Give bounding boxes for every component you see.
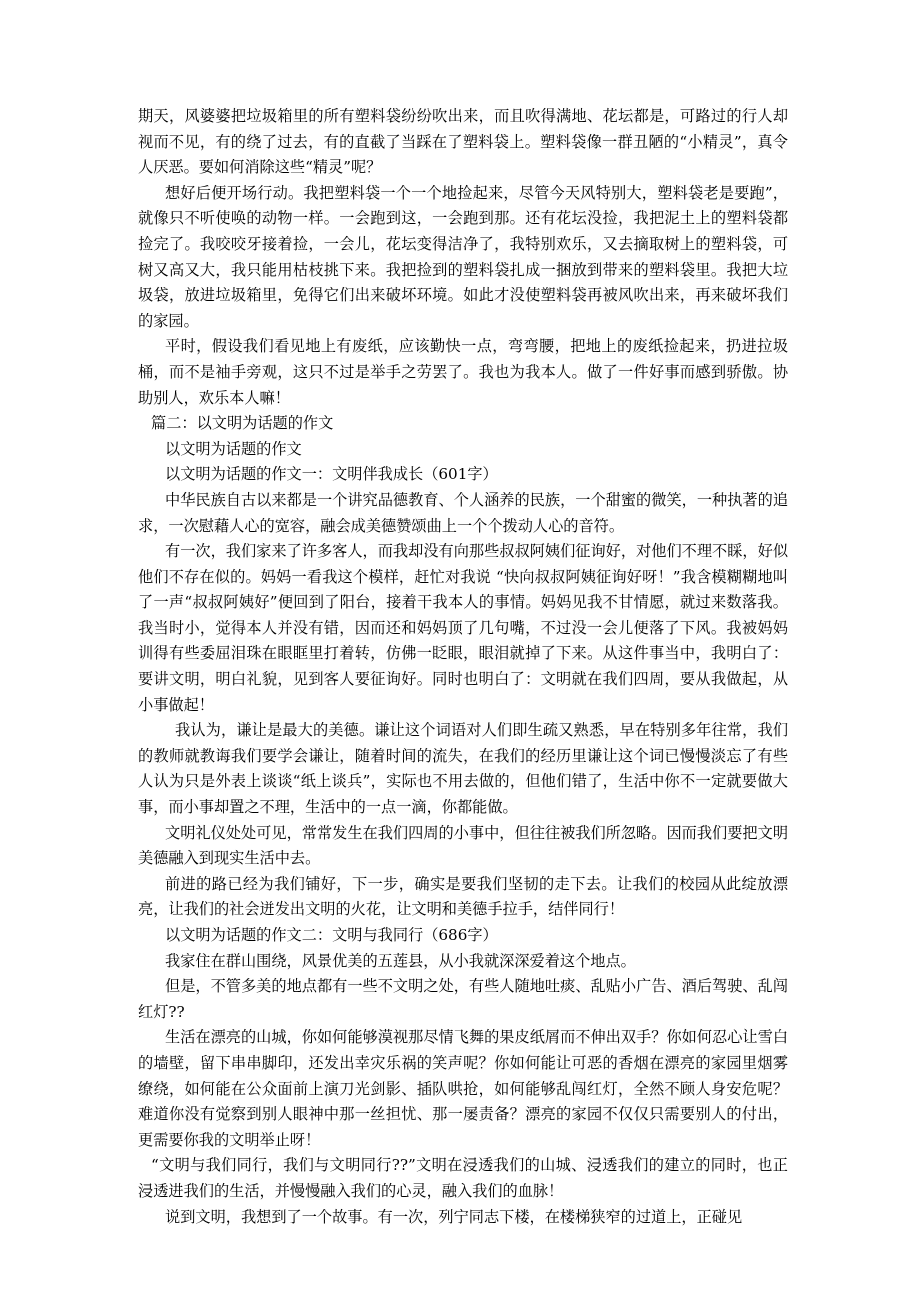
paragraph-17: 说到文明，我想到了一个故事。有一次，列宁同志下楼，在楼梯狭窄的过道上，正碰见 bbox=[165, 1207, 743, 1226]
paragraph-14: 但是，不管多美的地点都有一些不文明之处，有些人随地吐痰、乱贴小广告、酒后驾驶、乱闯红灯?? bbox=[138, 977, 788, 1021]
paragraph-8: 有一次，我们家来了许多客人，而我却没有向那些叔叔阿姨们征询好，对他们不理不睬，好似他们不存在似的。妈妈一看我这个模样，赶忙对我说 “快向叔叔阿姨征询好呀！”我含模糊糊地叫了一声“叔叔阿姨好”便回到了阳台，接着干我本人的事情。妈妈见我不甘情愿，就过来数落我。我当时小，觉得本人并没有错，因而还和妈妈顶了几句嘴，不过没一会儿便落了下风。我被妈妈训得有些委屈泪珠在眼眶里打着转，仿佛一眨眼，眼泪就掉了下来。从这件事当中，我明白了：要讲文明，明白礼貌，见到客人要征询好。同时也明白了：文明就在我们四周，要从我做起，从小事做起！ bbox=[138, 542, 788, 714]
essay-title: 以文明为话题的作文 bbox=[165, 439, 302, 458]
paragraph-2: 想好后便开场行动。我把塑料袋一个一个地捡起来，尽管今天风特别大，塑料袋老是要跑”，就像只不听使唤的动物一样。一会跑到这，一会跑到那。还有花坛没捡，我把泥土上的塑料袋都捡完了。我咬咬牙接着捡，一会儿，花坛变得洁净了，我特别欢乐，又去摘取树上的塑料袋，可树又高又大，我只能用枯枝挑下来。我把捡到的塑料袋扎成一捆放到带来的塑料袋里。我把大垃圾袋，放进垃圾箱里，免得它们出来破坏环境。如此才没使塑料袋再被风吹出来，再来破坏我们的家园。 bbox=[138, 183, 788, 330]
paragraph-13: 我家住在群山围绕，风景优美的五莲县，从小我就深深爱着这个地点。 bbox=[165, 951, 636, 970]
paragraph-11: 前进的路已经为我们铺好，下一步，确实是要我们坚韧的走下去。让我们的校园从此绽放漂亮，让我们的社会迸发出文明的火花，让文明和美德手拉手，结伴同行！ bbox=[138, 874, 788, 919]
paragraph-7: 中华民族自古以来都是一个讲究品德教育、个人涵养的民族，一个甜蜜的微笑，一种执著的追求，一次慰藉人心的宽容，融会成美德赞颂曲上一个个拨动人心的音符。 bbox=[138, 490, 788, 535]
document-body bbox=[138, 104, 788, 1230]
essay-two-title: 以文明为话题的作文二：文明与我同行（686字） bbox=[165, 926, 498, 944]
paragraph-9: 我认为，谦让是最大的美德。谦让这个词语对人们即生疏又熟悉，早在特别多年往常，我们的教师就教诲我们要学会谦让，随着时间的流失，在我们的经历里谦让这个词已慢慢淡忘了有些人认为只是外表上谈谈“纸上谈兵”，实际也不用去做的，但他们错了，生活中你不一定就要做大事，而小事却置之不理，生活中的一点一滴，你都能做。 bbox=[138, 721, 788, 817]
paragraph-3: 平时，假设我们看见地上有废纸，应该勤快一点，弯弯腰，把地上的废纸捡起来，扔进拉圾桶，而不是袖手旁观，这只不过是举手之劳罢了。我也为我本人。做了一件好事而感到骄傲。协助别人，欢乐本人嘛！ bbox=[138, 337, 788, 407]
paragraph-1: 期天，风婆婆把垃圾箱里的所有塑料袋纷纷吹出来，而且吹得满地、花坛都是，可路过的行人却视而不见，有的绕了过去，有的直截了当踩在了塑料袋上。塑料袋像一群丑陋的“小精灵”，真令人厌恶。要如何消除这些“精灵”呢？ bbox=[138, 107, 788, 177]
paragraph-10: 文明礼仪处处可见，常常发生在我们四周的小事中，但往往被我们所忽略。因而我们要把文明美德融入到现实生活中去。 bbox=[138, 823, 788, 868]
essay-one-title: 以文明为话题的作文一：文明伴我成长（601字） bbox=[165, 465, 498, 484]
section-heading: 篇二：以文明为话题的作文 bbox=[151, 414, 334, 433]
paragraph-15: 生活在漂亮的山城，你如何能够漠视那尽情飞舞的果皮纸屑而不伸出双手？你如何忍心让雪白的墙壁，留下串串脚印，还发出幸灾乐祸的笑声呢？你如何能让可恶的香烟在漂亮的家园里烟雾缭绕，如何能在公众面前上演刀光剑影、插队哄抢，如何能够乱闯红灯，全然不顾人身安危呢？难道你没有觉察到别人眼神中那一丝担忧、那一屡责备？漂亮的家园不仅仅只需要别人的付出，更需要你我的文明举止呀！ bbox=[138, 1028, 788, 1149]
paragraph-16: “文明与我们同行，我们与文明同行??”文明在浸透我们的山城、浸透我们的建立的同时，也正浸透进我们的生活，并慢慢融入我们的心灵，融入我们的血脉！ bbox=[138, 1156, 788, 1200]
